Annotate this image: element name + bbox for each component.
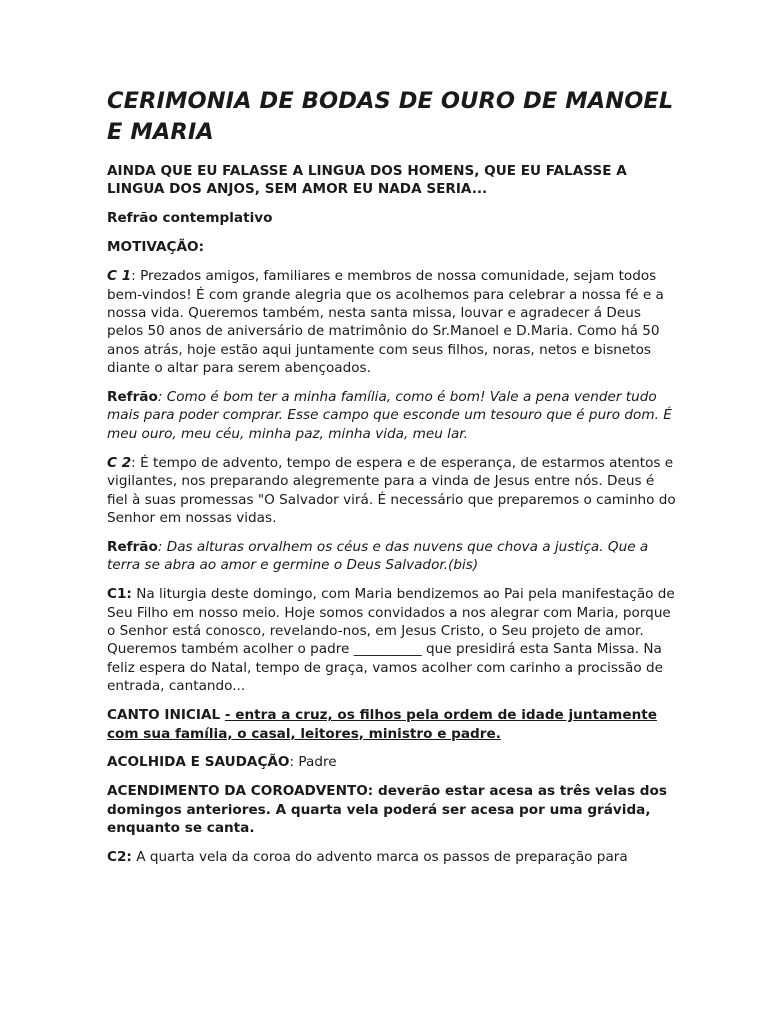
acolhida-paragraph <box>107 753 678 771</box>
acendimento-label: ACENDIMENTO DA COROADVENTO: <box>107 783 374 800</box>
c2-paragraph <box>107 454 678 528</box>
c1b-label: C1: <box>107 586 132 603</box>
c1-label: C 1 <box>107 268 132 285</box>
acendimento-text: deverão estar acesa as três velas dos domingos anteriores. A quarta vela poderá ser acesa por uma grávida, enquanto se canta. <box>107 783 667 837</box>
refrao2-paragraph <box>107 538 678 575</box>
motivacao-heading: MOTIVAÇÃO: <box>107 239 205 256</box>
refrao1-label: Refrão <box>107 389 158 406</box>
refrao-contemplativo-heading: Refrão contemplativo <box>107 210 273 227</box>
c1b-text: Na liturgia deste domingo, com Maria bendizemos ao Pai pela manifestação de Seu Filho em nosso meio. Hoje somos convidados a nos alegrar com Maria, porque o Senhor está conosco, revelando-nos, em Jesus Cristo, o Seu projeto de amor. Queremos também acolher o padre __________ que presidirá esta Santa Missa. Na feliz espera do Natal, tempo de graça, vamos acolher com carinho a procissão de entrada, cantando... <box>107 586 675 695</box>
refrao2-label: Refrão <box>107 538 158 555</box>
canto-inicial-text: - entra a cruz, os filhos pela ordem de idade juntamente com sua família, o casal, leitores, ministro e padre. <box>107 707 657 742</box>
document-title: CERIMONIA DE BODAS DE OURO DE MANOEL E MARIA <box>107 88 674 145</box>
epigraph: AINDA QUE EU FALASSE A LINGUA DOS HOMENS, QUE EU FALASSE A LINGUA DOS ANJOS, SEM AMOR EU NADA SERIA... <box>107 163 627 198</box>
c2-label: C 2 <box>107 454 132 471</box>
c1-paragraph <box>107 267 678 377</box>
c2b-paragraph <box>107 848 678 866</box>
refrao1-text: : Como é bom ter a minha família, como é bom! Vale a pena vender tudo mais para poder comprar. Esse campo que esconde um tesouro que é puro dom. É meu ouro, meu céu, minha paz, minha vida, meu lar. <box>107 389 672 442</box>
acolhida-text: : Padre <box>289 754 337 771</box>
refrao2-text: : Das alturas orvalhem os céus e das nuvens que chova a justiça. Que a terra se abra ao amor e germine o Deus Salvador.(bis) <box>107 538 649 574</box>
canto-inicial-paragraph <box>107 706 678 743</box>
c2-text: : É tempo de advento, tempo de espera e de esperança, de estarmos atentos e vigilantes, nos preparando alegremente para a vinda de Jesus entre nós. Deus é fiel à suas promessas "O Salvador virá. É necessário que preparemos o caminho do Senhor em nossas vidas. <box>107 454 676 526</box>
c1-text: : Prezados amigos, familiares e membros de nossa comunidade, sejam todos bem-vindos! É com grande alegria que os acolhemos para celebrar a nossa fé e a nossa vida. Queremos também, nesta santa missa, louvar e agradecer á Deus pelos 50 anos de aniversário de matrimônio do Sr.Manoel e D.Maria. Como há 50 anos atrás, hoje estão aqui juntamente com seus filhos, noras, netos e bisnetos diante o altar para serem abençoados. <box>107 268 664 377</box>
canto-inicial-label: CANTO INICIAL <box>107 707 225 724</box>
acolhida-label: ACOLHIDA E SAUDAÇÃO <box>107 754 290 771</box>
c1b-paragraph <box>107 585 678 695</box>
c2b-label: C2: <box>107 849 132 866</box>
acendimento-paragraph <box>107 782 678 837</box>
refrao1-paragraph <box>107 388 678 443</box>
c2b-text: A quarta vela da coroa do advento marca os passos de preparação para <box>131 849 628 866</box>
